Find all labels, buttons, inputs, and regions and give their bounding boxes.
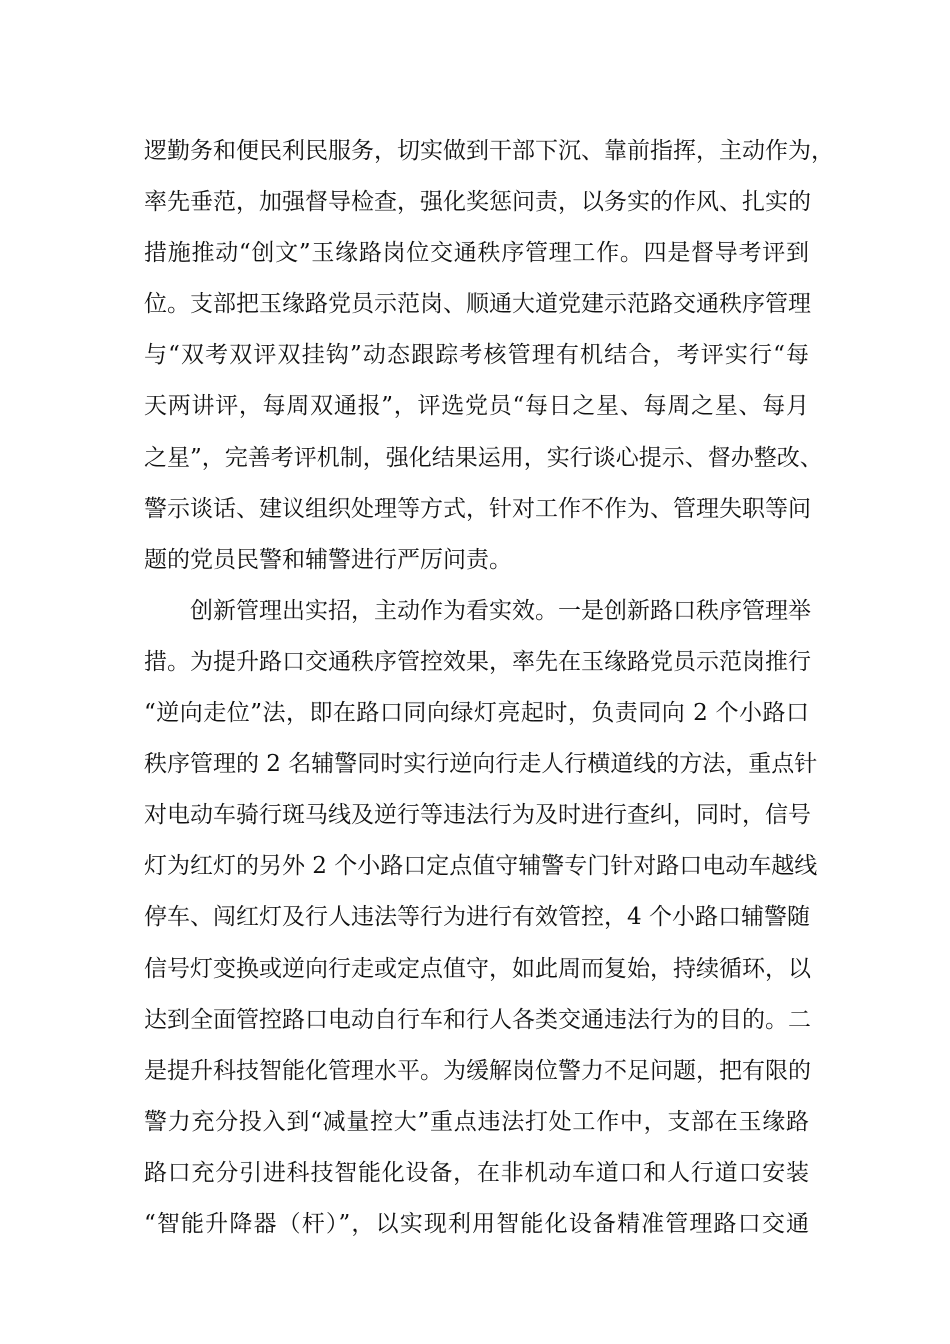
- document-body: [144, 126, 834, 1250]
- text-line: 灯为红灯的另外 2 个小路口定点值守辅警专门针对路口电动车越线: [144, 853, 818, 880]
- text-line: 创新管理出实招，主动作为看实效。一是创新路口秩序管理举: [190, 597, 811, 624]
- text-line: 题的党员民警和辅警进行严厉问责。: [144, 546, 512, 573]
- text-line: 与“双考双评双挂钩”动态跟踪考核管理有机结合，考评实行“每: [144, 342, 809, 369]
- text-line: 措。为提升路口交通秩序管控效果，率先在玉缘路党员示范岗推行: [144, 648, 811, 675]
- text-line: “逆向走位”法，即在路口同向绿灯亮起时，负责同向 2 个小路口: [144, 700, 809, 727]
- text-line: 之星”，完善考评机制，强化结果运用，实行谈心提示、督办整改、: [144, 444, 823, 471]
- text-line: 是提升科技智能化管理水平。为缓解岗位警力不足问题，把有限的: [144, 1057, 811, 1084]
- text-line: 停车、闯红灯及行人违法等行为进行有效管控，4 个小路口辅警随: [144, 904, 810, 931]
- text-line: 措施推动“创文”玉缘路岗位交通秩序管理工作。四是督导考评到: [144, 240, 809, 267]
- text-line: 警示谈话、建议组织处理等方式，针对工作不作为、管理失职等问: [144, 495, 811, 522]
- text-line: 位。支部把玉缘路党员示范岗、顺通大道党建示范路交通秩序管理: [144, 291, 811, 318]
- text-line: “智能升降器（杆）”，以实现利用智能化设备精准管理路口交通: [144, 1210, 809, 1237]
- text-line: 秩序管理的 2 名辅警同时实行逆向行走人行横道线的方法，重点针: [144, 751, 818, 778]
- text-line: 路口充分引进科技智能化设备，在非机动车道口和人行道口安装: [144, 1159, 809, 1186]
- text-line: 警力充分投入到“减量控大”重点违法打处工作中，支部在玉缘路: [144, 1108, 809, 1135]
- paragraph-1: [144, 126, 834, 586]
- text-line: 天两讲评，每周双通报”，评选党员“每日之星、每周之星、每月: [144, 393, 809, 420]
- text-line: 率先垂范，加强督导检查，强化奖惩问责，以务实的作风、扎实的: [144, 189, 811, 216]
- text-line: 逻勤务和便民利民服务，切实做到干部下沉、靠前指挥，主动作为，: [144, 138, 834, 164]
- text-line: 达到全面管控路口电动自行车和行人各类交通违法行为的目的。二: [144, 1006, 811, 1033]
- text-line: 信号灯变换或逆向行走或定点值守，如此周而复始，持续循环，以: [144, 955, 811, 982]
- text-line: 对电动车骑行斑马线及逆行等违法行为及时进行查纠，同时，信号: [144, 802, 811, 829]
- paragraph-2: [144, 586, 818, 1250]
